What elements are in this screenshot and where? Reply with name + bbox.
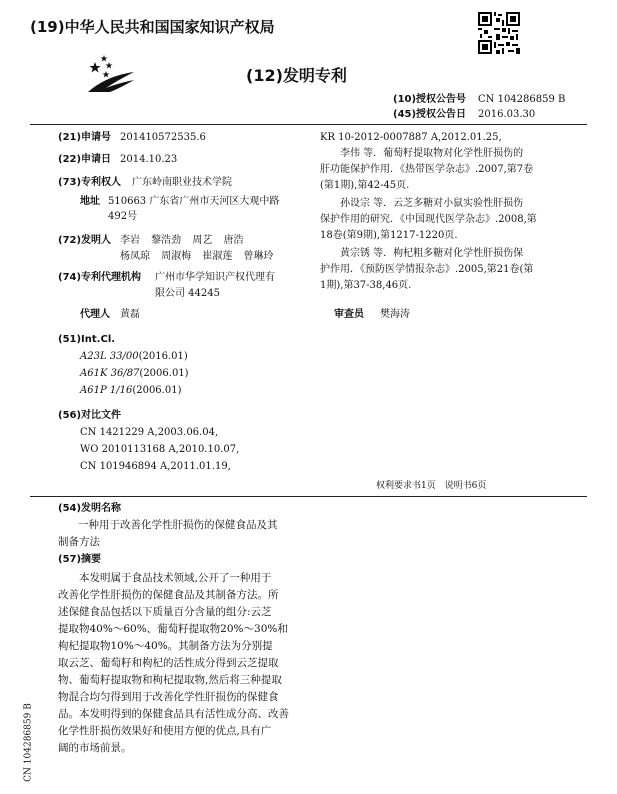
right-ref-line: 护作用．《预防医学情报杂志》.2005,第21卷(第: [320, 264, 534, 275]
abstract-line: 阔的市场前景。: [58, 742, 132, 754]
ref-item: WO 2010113168 A,2010.10.07,: [80, 444, 240, 455]
side-pub-label: CN 104286859 B: [23, 703, 34, 782]
owner: 广东岭南职业技术学院: [132, 177, 232, 188]
right-ref-line: 保护作用的研究．《中国现代医学杂志》.2008,第: [320, 214, 537, 225]
abstract-line: 品。本发明得到的保健食品具有活性成分高、改善: [58, 708, 289, 720]
pub-date-label: (45)授权公告日: [393, 109, 467, 120]
abstract-line: 化学性肝损伤效果好和使用方便的优点,具有广: [58, 725, 272, 737]
examiner: 樊海涛: [380, 309, 410, 320]
agent-label: 代理人: [80, 309, 110, 320]
title-line: 制备方法: [58, 536, 100, 548]
abstract-line: 述保健食品包括以下质量百分含量的组分:云芝: [58, 606, 272, 618]
intcl-item: A61K 36/87(2006.01): [80, 368, 189, 379]
refs-label: (56)对比文件: [58, 410, 122, 421]
app-date: 2014.10.23: [120, 154, 178, 165]
owner-label: (73)专利权人: [58, 177, 122, 188]
right-ref-line: KR 10-2012-0007887 A,2012.01.25,: [320, 132, 502, 143]
abstract-label: (57)摘要: [58, 554, 102, 565]
inventors-line2: 杨凤琼 周淑梅 崔淑莲 曾琳玲: [120, 251, 274, 262]
right-ref-line: 黄宗锈 等．枸杞粗多糖对化学性肝损伤保: [320, 248, 524, 259]
cnipa-logo-icon: [86, 52, 136, 94]
inventors-line1: 李岩 黎浩劲 周艺 唐浩: [120, 235, 244, 246]
ref-item: CN 1421229 A,2003.06.04,: [80, 427, 219, 438]
right-ref-line: 李伟 等．葡萄籽提取物对化学性肝损伤的: [320, 148, 524, 159]
examiner-label: 审查员: [334, 309, 364, 320]
abstract-line: 提取物40%～60%、葡萄籽提取物20%～30%和: [58, 623, 288, 635]
inventors-label: (72)发明人: [58, 235, 112, 246]
title-line: 一种用于改善化学性肝损伤的保健食品及其: [78, 519, 278, 531]
agency-line1: 广州市华学知识产权代理有: [155, 272, 275, 283]
abstract-line: 取云芝、葡萄籽和枸杞的活性成分得到云芝提取: [58, 657, 279, 669]
section-divider: [30, 496, 587, 497]
ref-item: CN 101946894 A,2011.01.19,: [80, 461, 231, 472]
agency-label: (74)专利代理机构: [58, 272, 142, 283]
title-label: (54)发明名称: [58, 503, 122, 514]
agent: 黄磊: [120, 309, 140, 320]
right-ref-line: 1期),第37-38,46页.: [320, 280, 412, 291]
pub-date: 2016.03.30: [478, 109, 536, 120]
right-ref-line: 肝功能保护作用．《热带医学杂志》.2007,第7卷: [320, 164, 534, 175]
app-date-label: (22)申请日: [58, 154, 112, 165]
qr-code-icon: [478, 12, 520, 54]
intcl-label: (51)Int.Cl.: [58, 334, 116, 345]
right-ref-line: 孙设宗 等．云芝多糖对小鼠实验性肝损伤: [320, 198, 524, 209]
agency-line2: 限公司 44245: [155, 288, 220, 299]
doc-type-title: (12)发明专利: [246, 66, 347, 85]
app-no: 201410572535.6: [120, 132, 206, 143]
pub-no: CN 104286859 B: [478, 94, 566, 105]
right-ref-line: 18卷(第9期),第1217-1220页.: [320, 230, 458, 241]
authority-title: (19)中华人民共和国国家知识产权局: [30, 18, 275, 36]
abstract-line: 改善化学性肝损伤的保健食品及其制备方法。所: [58, 589, 279, 601]
intcl-item: A61P 1/16(2006.01): [80, 385, 182, 396]
abstract-line: 物混合均匀得到用于改善化学性肝损伤的保健食: [58, 691, 279, 703]
right-ref-line: (第1期),第42-45页.: [320, 180, 410, 191]
abstract-line: 枸杞提取物10%～40%。其制备方法为分别提: [58, 640, 273, 652]
header-divider: [30, 124, 587, 125]
abstract-line: 本发明属于食品技术领域,公开了一种用于: [58, 572, 272, 584]
address-label: 地址: [80, 196, 100, 207]
abstract-line: 物、葡萄籽提取物和枸杞提取物,然后将三种提取: [58, 674, 282, 686]
address-line1: 510663 广东省广州市天河区大观中路: [108, 196, 280, 207]
address-line2: 492号: [108, 211, 138, 222]
pub-no-label: (10)授权公告号: [393, 94, 467, 105]
page-counts: 权利要求书1页 说明书6页: [376, 481, 487, 491]
intcl-item: A23L 33/00(2016.01): [80, 351, 188, 362]
app-no-label: (21)申请号: [58, 132, 112, 143]
